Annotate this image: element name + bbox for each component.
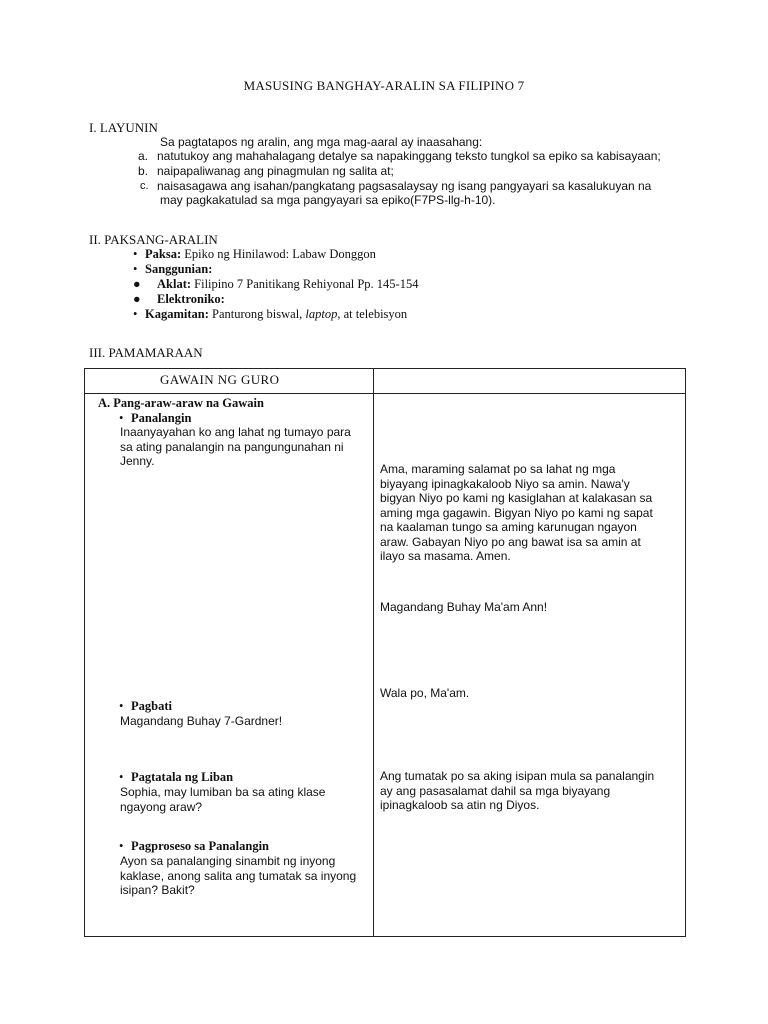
kagamitan-row bbox=[133, 307, 407, 322]
panalangin-text bbox=[120, 425, 351, 469]
kagamitan-laptop: laptop bbox=[305, 307, 338, 321]
pagproseso-item bbox=[119, 839, 269, 854]
pagbati-text: Magandang Buhay 7-Gardner! bbox=[120, 714, 283, 728]
pagproseso-text bbox=[120, 854, 356, 898]
bullet-icon: • bbox=[119, 839, 124, 853]
student-column bbox=[374, 394, 686, 937]
student-prayer bbox=[380, 462, 653, 564]
panalangin-label: Panalangin bbox=[131, 411, 192, 425]
prayer-line-4: aming mga gagawin. Bigyan Niyo po kami ng sapat bbox=[380, 505, 653, 520]
document-title: MASUSING BANGHAY-ARALIN SA FILIPINO 7 bbox=[243, 78, 525, 93]
bullet-icon: • bbox=[119, 411, 124, 425]
bullet-icon: • bbox=[133, 262, 138, 276]
liban-item bbox=[119, 770, 233, 785]
paksa-label: Paksa: bbox=[145, 247, 182, 261]
prayer-line-5: na kaalaman tungo sa aming karunugan ngayon bbox=[380, 520, 637, 534]
header-gawain-ng-mag-aaral bbox=[374, 369, 686, 394]
bullet-icon: ● bbox=[133, 292, 141, 306]
layunin-item-b: naipapaliwanag ang pinagmulan ng salita at; bbox=[157, 164, 394, 178]
liban-line-1: Sophia, may lumiban ba sa ating klase bbox=[120, 785, 326, 799]
pagproseso-line-2: kaklase, anong salita ang tumatak sa inyong bbox=[120, 868, 357, 883]
liban-label: Pagtatala ng Liban bbox=[131, 770, 234, 784]
header-gawain-ng-guro bbox=[85, 369, 374, 394]
aklat-value: Filipino 7 Panitikang Rehiyonal Pp. 145-154 bbox=[194, 277, 419, 291]
panalangin-line-1: Inaanyayahan ko ang lahat ng tumayo para bbox=[120, 425, 351, 439]
kagamitan-label: Kagamitan: bbox=[145, 307, 209, 321]
sanggunian-label: Sanggunian: bbox=[145, 262, 213, 276]
teacher-column bbox=[85, 394, 374, 937]
bullet-icon: ● bbox=[133, 277, 141, 291]
layunin-item-a: natutukoy ang mahahalagang detalye sa napakinggang teksto tungkol sa epiko sa kabisayaan; bbox=[157, 149, 661, 163]
prayer-line-1: Ama, maraming salamat po sa lahat ng mga bbox=[380, 462, 616, 476]
pamamaraan-heading: III. PAMAMARAAN bbox=[89, 345, 203, 360]
pagbati-item bbox=[119, 699, 172, 714]
layunin-heading: I. LAYUNIN bbox=[89, 120, 158, 135]
layunin-intro: Sa pagtatapos ng aralin, ang mga mag-aaral ay inaasahang: bbox=[160, 135, 483, 149]
layunin-item-c: naisasagawa ang isahan/pangkatang pagsasalaysay ng isang pangyayari sa kasalukuyan na bbox=[157, 179, 652, 193]
bullet-icon: • bbox=[119, 770, 124, 784]
pagproseso-label: Pagproseso sa Panalangin bbox=[131, 839, 269, 853]
panalangin-item bbox=[119, 411, 191, 426]
answer-line-2: ay ang pasasalamat dahil sa mga biyayang bbox=[380, 783, 611, 798]
liban-text bbox=[120, 785, 325, 814]
elektroniko-label: Elektroniko: bbox=[157, 292, 225, 306]
pagproseso-line-3: isipan? Bakit? bbox=[120, 883, 195, 897]
bullet-icon: • bbox=[133, 307, 138, 321]
student-absent-reply: Wala po, Ma'am. bbox=[380, 686, 470, 700]
paksa-row bbox=[133, 247, 376, 262]
kagamitan-value: Panturong biswal, bbox=[212, 307, 303, 321]
panalangin-line-3: Jenny. bbox=[120, 454, 155, 468]
layunin-item-b-marker: b. bbox=[138, 164, 149, 178]
student-answer bbox=[380, 769, 654, 813]
elektroniko-row bbox=[133, 292, 225, 307]
prayer-line-2: biyayang ipinagkakaloob Niyo sa amin. Nawa'y bbox=[380, 476, 630, 491]
pagproseso-line-1: Ayon sa panalanging sinambit ng inyong bbox=[120, 854, 336, 868]
prayer-line-7: ilayo sa masama. Amen. bbox=[380, 549, 511, 563]
bullet-icon: • bbox=[119, 699, 124, 713]
prayer-line-6: araw. Gabayan Niyo po ang bawat isa sa amin at bbox=[380, 534, 641, 549]
paksa-value: Epiko ng Hinilawod: Labaw Donggon bbox=[184, 247, 376, 261]
lesson-table bbox=[84, 368, 686, 937]
paksang-aralin-heading: II. PAKSANG-ARALIN bbox=[89, 232, 218, 247]
aklat-row bbox=[133, 277, 418, 292]
section-a-heading: A. Pang-araw-araw na Gawain bbox=[98, 396, 264, 410]
bullet-icon: • bbox=[133, 247, 138, 261]
student-greeting: Magandang Buhay Ma'am Ann! bbox=[380, 600, 548, 614]
layunin-item-c-marker: c. bbox=[140, 180, 149, 192]
col1-header: GAWAIN NG GURO bbox=[160, 372, 280, 387]
aklat-label: Aklat: bbox=[157, 277, 192, 291]
sanggunian-row bbox=[133, 262, 212, 277]
pagbati-label: Pagbati bbox=[131, 699, 172, 713]
liban-line-2: ngayong araw? bbox=[120, 799, 203, 814]
kagamitan-value-end: , at telebisyon bbox=[337, 307, 408, 321]
panalangin-line-2: sa ating panalangin na pangungunahan ni bbox=[120, 439, 344, 454]
layunin-item-c-cont: may pagkakatulad sa mga pangyayari sa epiko(F7PS-llg-h-10). bbox=[160, 193, 496, 207]
answer-line-3: ipinagkaloob sa atin ng Diyos. bbox=[380, 798, 540, 812]
answer-line-1: Ang tumatak po sa aking isipan mula sa panalangin bbox=[380, 769, 655, 783]
layunin-item-a-marker: a. bbox=[138, 149, 149, 163]
prayer-line-3: bigyan Niyo po kami ng kasiglahan at kalakasan sa bbox=[380, 491, 653, 505]
